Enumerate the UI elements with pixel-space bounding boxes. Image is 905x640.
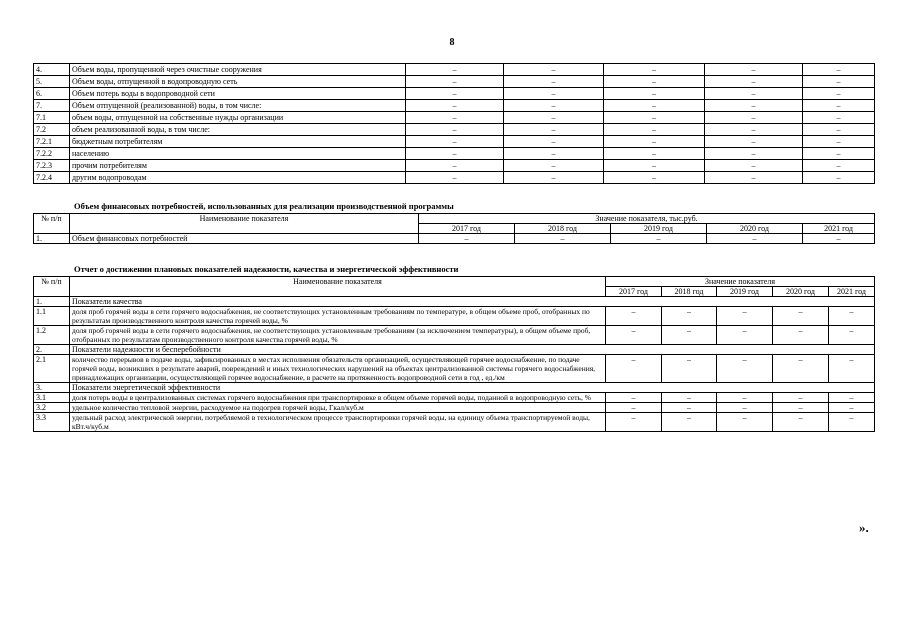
value-cell: – <box>406 76 504 88</box>
value-cell: – <box>662 413 717 432</box>
table-row <box>34 88 875 100</box>
value-cell: – <box>406 172 504 184</box>
row-name: объем воды, отпущенной на собственные нужды организации <box>70 112 406 124</box>
year-header: 2017 год <box>606 287 662 297</box>
row-number: 7. <box>34 100 70 112</box>
value-cell: – <box>773 307 829 326</box>
value-cell: – <box>803 136 875 148</box>
value-cell: – <box>662 326 717 345</box>
row-name: прочим потребителям <box>70 160 406 172</box>
row-number: 2.1 <box>34 355 70 383</box>
value-cell: – <box>717 393 773 403</box>
year-header: 2019 год <box>611 224 707 234</box>
value-cell: – <box>406 136 504 148</box>
financial-needs-table <box>33 213 875 244</box>
year-header: 2021 год <box>803 224 875 234</box>
row-name: Объем потерь воды в водопроводной сети <box>70 88 406 100</box>
table-row <box>34 172 875 184</box>
value-cell: – <box>803 64 875 76</box>
header-name: Наименование показателя <box>70 214 419 234</box>
header-num: № п/п <box>34 214 70 234</box>
value-cell: – <box>604 148 705 160</box>
table-row <box>34 234 875 244</box>
value-cell: – <box>504 136 604 148</box>
value-cell: – <box>606 403 662 413</box>
table-row <box>34 326 875 345</box>
value-cell: – <box>604 160 705 172</box>
row-number: 7.1 <box>34 112 70 124</box>
closing-quote-mark: ». <box>859 520 869 535</box>
value-cell: – <box>829 403 875 413</box>
section-name: Показатели качества <box>70 297 875 307</box>
row-name: удельное количество тепловой энергии, расходуемое на подогрев горячей воды, Гкал/куб.м <box>70 403 606 413</box>
value-cell: – <box>717 413 773 432</box>
table-row <box>34 160 875 172</box>
section-row <box>34 383 875 393</box>
row-name: объем реализованной воды, в том числе: <box>70 124 406 136</box>
row-name: удельный расход электрической энергии, потребляемой в технологическом процессе транспортировки горячей воды, на единицу объема транспортируемой воды, кВт.ч/куб.м <box>70 413 606 432</box>
value-cell: – <box>504 64 604 76</box>
section-name: Показатели надежности и бесперебойности <box>70 345 875 355</box>
value-cell: – <box>504 160 604 172</box>
table-row <box>34 76 875 88</box>
value-cell: – <box>705 148 803 160</box>
table-row <box>34 136 875 148</box>
section-number: 1. <box>34 297 70 307</box>
value-cell: – <box>717 326 773 345</box>
row-number: 5. <box>34 76 70 88</box>
row-number: 7.2.4 <box>34 172 70 184</box>
value-cell: – <box>829 355 875 383</box>
value-cell: – <box>773 355 829 383</box>
value-cell: – <box>829 326 875 345</box>
row-name: количество перерывов в подаче воды, зафиксированных в местах исполнения обязательств организацией, осуществляющей горячее водоснабжение, по подаче горячей воды, возникших в результате аварий, повреждений и иных технологических нарушений на объектах централизованной системы горячего водоснабжения, принадлежащих организации, осуществляющей горячее водоснабжение, в расчете на протяженность водопроводной сети в год , ед./км <box>70 355 606 383</box>
row-name: доля потерь воды в централизованных системах горячего водоснабжения при транспортировке в общем объеме горячей воды, поданной в водопроводную сеть, % <box>70 393 606 403</box>
value-cell: – <box>705 112 803 124</box>
value-cell: – <box>662 355 717 383</box>
value-cell: – <box>611 234 707 244</box>
value-cell: – <box>606 326 662 345</box>
value-cell: – <box>604 76 705 88</box>
value-cell: – <box>717 307 773 326</box>
value-cell: – <box>773 413 829 432</box>
year-header: 2020 год <box>707 224 803 234</box>
value-cell: – <box>604 124 705 136</box>
value-cell: – <box>406 88 504 100</box>
row-name: Объем отпущенной (реализованной) воды, в том числе: <box>70 100 406 112</box>
value-cell: – <box>803 112 875 124</box>
row-number: 7.2 <box>34 124 70 136</box>
value-cell: – <box>773 393 829 403</box>
table-row <box>34 64 875 76</box>
section-number: 2. <box>34 345 70 355</box>
header-num: № п/п <box>34 277 70 297</box>
value-cell: – <box>504 148 604 160</box>
value-cell: – <box>406 124 504 136</box>
value-cell: – <box>829 413 875 432</box>
row-number: 1.2 <box>34 326 70 345</box>
row-name: населению <box>70 148 406 160</box>
value-cell: – <box>705 76 803 88</box>
water-volume-table <box>33 63 875 184</box>
value-cell: – <box>504 76 604 88</box>
table-row <box>34 307 875 326</box>
section-row <box>34 345 875 355</box>
value-cell: – <box>662 307 717 326</box>
year-header: 2020 год <box>773 287 829 297</box>
value-cell: – <box>662 393 717 403</box>
value-cell: – <box>504 124 604 136</box>
page-number: 8 <box>449 37 455 48</box>
row-number: 1. <box>34 234 70 244</box>
value-cell: – <box>662 403 717 413</box>
row-name: другим водопроводам <box>70 172 406 184</box>
value-cell: – <box>606 307 662 326</box>
reliability-report-table <box>33 276 875 432</box>
section-row <box>34 297 875 307</box>
year-header: 2021 год <box>829 287 875 297</box>
value-cell: – <box>803 148 875 160</box>
table-row <box>34 393 875 403</box>
row-number: 7.2.3 <box>34 160 70 172</box>
value-cell: – <box>606 393 662 403</box>
row-number: 7.2.1 <box>34 136 70 148</box>
value-cell: – <box>504 88 604 100</box>
value-cell: – <box>705 88 803 100</box>
value-cell: – <box>717 403 773 413</box>
value-cell: – <box>504 112 604 124</box>
row-number: 3.2 <box>34 403 70 413</box>
year-header: 2018 год <box>515 224 611 234</box>
table-row <box>34 112 875 124</box>
table-row <box>34 124 875 136</box>
row-number: 3.1 <box>34 393 70 403</box>
header-value: Значение показателя, тыс.руб. <box>419 214 875 224</box>
value-cell: – <box>604 172 705 184</box>
year-header: 2017 год <box>419 224 515 234</box>
value-cell: – <box>604 100 705 112</box>
table-row <box>34 148 875 160</box>
row-name: доля проб горячей воды в сети горячего водоснабжения, не соответствующих установленным требованиям (за исключением температуры), в общем объеме проб, отобранных по результатам производственного контроля качества горячей воды, % <box>70 326 606 345</box>
value-cell: – <box>705 100 803 112</box>
value-cell: – <box>705 136 803 148</box>
section-number: 3. <box>34 383 70 393</box>
value-cell: – <box>406 100 504 112</box>
value-cell: – <box>604 112 705 124</box>
value-cell: – <box>803 234 875 244</box>
row-number: 7.2.2 <box>34 148 70 160</box>
year-header: 2019 год <box>717 287 773 297</box>
value-cell: – <box>705 124 803 136</box>
row-name: Объем воды, отпущенной в водопроводную сеть <box>70 76 406 88</box>
header-name: Наименование показателя <box>70 277 606 297</box>
value-cell: – <box>606 355 662 383</box>
value-cell: – <box>406 112 504 124</box>
value-cell: – <box>803 76 875 88</box>
value-cell: – <box>803 100 875 112</box>
value-cell: – <box>803 88 875 100</box>
value-cell: – <box>707 234 803 244</box>
value-cell: – <box>705 160 803 172</box>
value-cell: – <box>406 148 504 160</box>
value-cell: – <box>829 307 875 326</box>
value-cell: – <box>604 64 705 76</box>
row-name: бюджетным потребителям <box>70 136 406 148</box>
value-cell: – <box>406 64 504 76</box>
value-cell: – <box>803 160 875 172</box>
header-value: Значение показателя <box>606 277 875 287</box>
value-cell: – <box>717 355 773 383</box>
financial-needs-title: Объем финансовых потребностей, использованных для реализации производственной программы <box>74 201 454 211</box>
value-cell: – <box>829 393 875 403</box>
value-cell: – <box>773 403 829 413</box>
row-name: доля проб горячей воды в сети горячего водоснабжения, не соответствующих установленным требованиям по температуре, в общем объеме проб, отобранных по результатам производственного контроля качества горячей воды, % <box>70 307 606 326</box>
row-name: Объем воды, пропущенной через очистные сооружения <box>70 64 406 76</box>
table-row <box>34 403 875 413</box>
table-row <box>34 100 875 112</box>
value-cell: – <box>406 160 504 172</box>
value-cell: – <box>705 64 803 76</box>
row-number: 4. <box>34 64 70 76</box>
value-cell: – <box>803 124 875 136</box>
row-name: Объем финансовых потребностей <box>70 234 419 244</box>
value-cell: – <box>604 88 705 100</box>
value-cell: – <box>606 413 662 432</box>
value-cell: – <box>773 326 829 345</box>
row-number: 1.1 <box>34 307 70 326</box>
row-number: 6. <box>34 88 70 100</box>
value-cell: – <box>705 172 803 184</box>
value-cell: – <box>604 136 705 148</box>
table-row <box>34 413 875 432</box>
value-cell: – <box>504 172 604 184</box>
table-row <box>34 355 875 383</box>
value-cell: – <box>803 172 875 184</box>
section-name: Показатели энергетической эффективности <box>70 383 875 393</box>
value-cell: – <box>504 100 604 112</box>
row-number: 3.3 <box>34 413 70 432</box>
value-cell: – <box>419 234 515 244</box>
value-cell: – <box>515 234 611 244</box>
year-header: 2018 год <box>662 287 717 297</box>
reliability-report-title: Отчет о достижении плановых показателей надежности, качества и энергетической эффективности <box>74 264 459 274</box>
